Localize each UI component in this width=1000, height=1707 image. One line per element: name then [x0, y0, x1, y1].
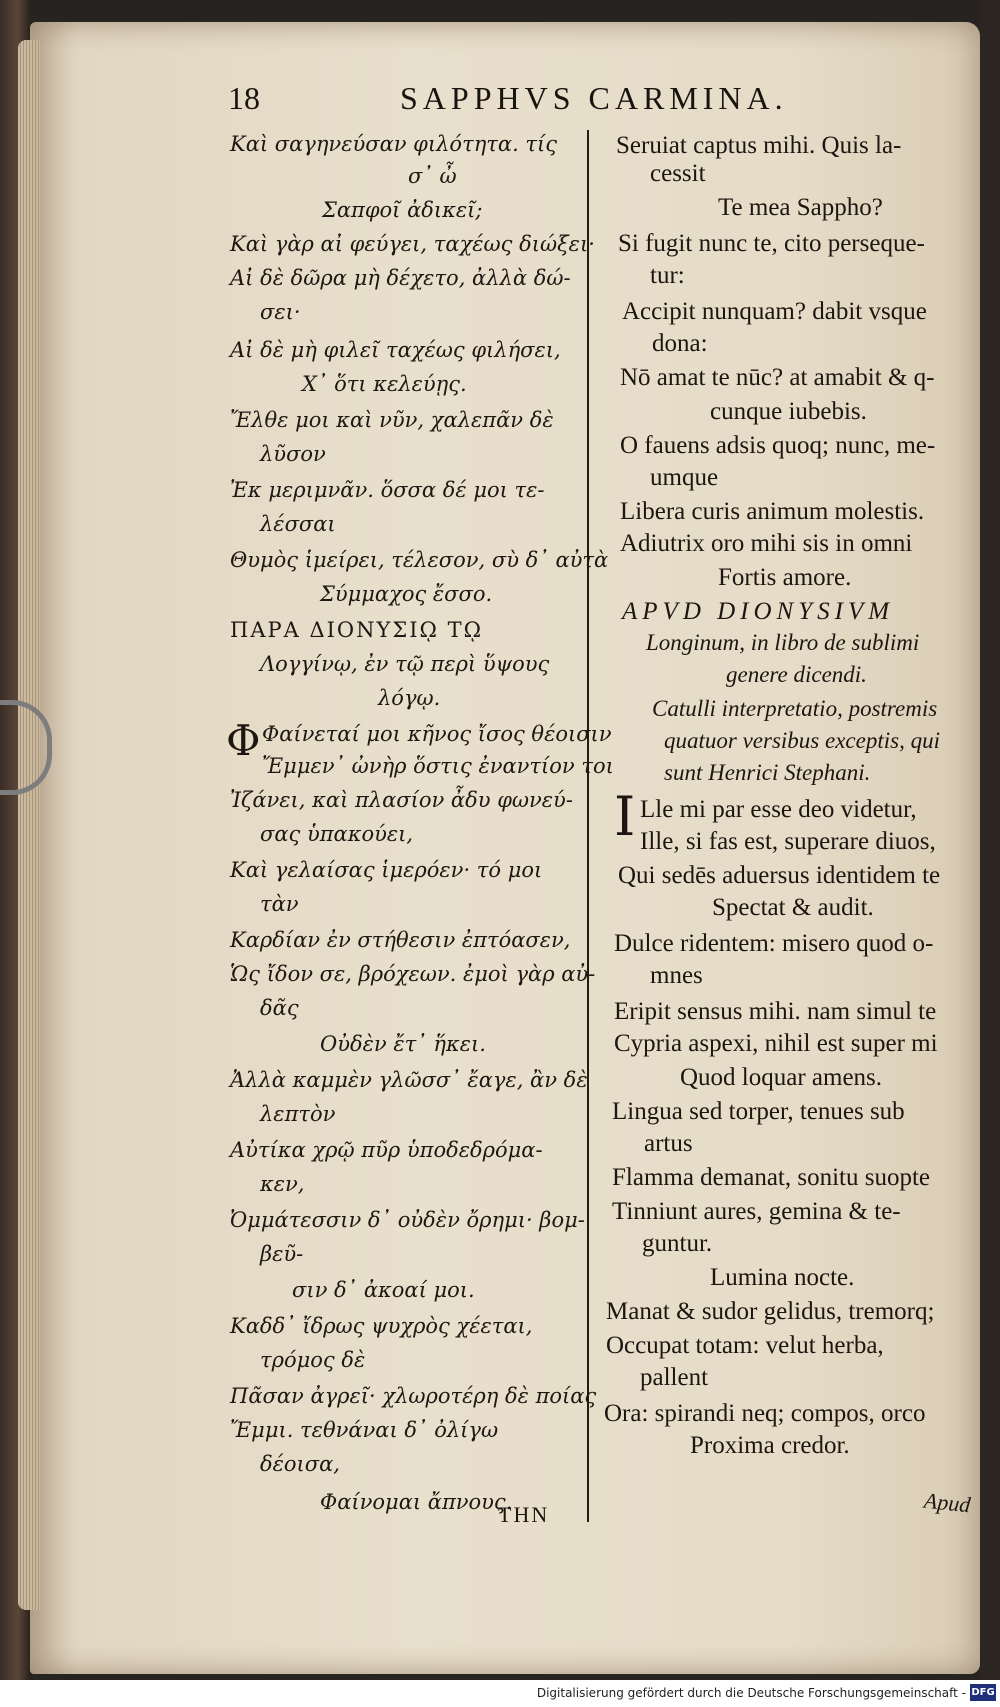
- latin-line: Libera curis animum molestis.: [620, 498, 925, 525]
- greek-line: κεν,: [260, 1172, 305, 1196]
- latin-line: Catulli interpretatio, postremis: [652, 696, 938, 721]
- greek-line: Ἀλλὰ καμμὲν γλῶσσ᾽ ἔαγε, ἂν δὲ: [230, 1068, 588, 1092]
- latin-line: Ille, si fas est, superare diuos,: [640, 828, 936, 855]
- latin-section-heading: APVD DIONYSIVM: [622, 598, 895, 625]
- greek-line: Ὀμμάτεσσιν δ᾽ οὐδὲν ὄρημι· βομ-: [230, 1208, 585, 1232]
- greek-line: Καρδίαν ἐν στήθεσιν ἐπτόασεν,: [230, 928, 571, 952]
- latin-line: cunque iubebis.: [710, 398, 867, 425]
- greek-line: Λογγίνῳ, ἐν τῷ περὶ ὕψους: [260, 652, 550, 676]
- greek-line: Ἔμμεν᾽ ὠνὴρ ὅστις ἐναντίον τοι: [262, 754, 614, 778]
- latin-line: Adiutrix oro mihi sis in omni: [620, 530, 913, 557]
- greek-line: λέσσαι: [260, 512, 336, 536]
- latin-line: Cypria aspexi, nihil est super mi: [614, 1030, 938, 1057]
- latin-line: Qui sedēs aduersus identidem te: [618, 862, 941, 889]
- column-divider: [587, 130, 589, 1522]
- latin-line: Te mea Sappho?: [718, 194, 883, 221]
- latin-line: cessit: [650, 160, 706, 187]
- greek-line: σει·: [260, 300, 301, 324]
- latin-line: Spectat & audit.: [712, 894, 874, 921]
- greek-line: Χ᾽ ὅτι κελεύῃς.: [302, 372, 467, 396]
- latin-line: sunt Henrici Stephani.: [664, 760, 871, 785]
- greek-line: Αὐτίκα χρῷ πῦρ ὑποδεδρόμα-: [230, 1138, 543, 1162]
- running-title: SAPPHVS CARMINA.: [400, 80, 788, 116]
- greek-section-heading: ΠΑΡΑ ΔΙΟΝΥΣΙῼ Τῼ: [230, 618, 484, 642]
- latin-line: Nō amat te nūc? at amabit & q-: [620, 364, 935, 391]
- greek-line: Σύμμαχος ἔσσο.: [320, 582, 493, 606]
- latin-line: Dulce ridentem: misero quod o-: [614, 930, 934, 957]
- latin-line: Lingua sed torper, tenues sub: [612, 1098, 905, 1125]
- latin-line: artus: [644, 1130, 693, 1157]
- greek-dropcap: Φ: [226, 716, 261, 765]
- greek-line: Καδδ᾽ ἴδρως ψυχρὸς χέεται,: [230, 1314, 533, 1338]
- latin-line: Proxima credor.: [690, 1432, 850, 1459]
- latin-line: pallent: [640, 1364, 709, 1391]
- greek-line: Καὶ γελαίσας ἱμερόεν· τό μοι: [230, 858, 543, 882]
- greek-line: Ὡς ἴδον σε, βρόχεων. ἐμοὶ γὰρ αὐ-: [230, 962, 596, 986]
- latin-line: quatuor versibus exceptis, qui: [664, 728, 940, 753]
- facing-page-edge: [980, 0, 1000, 1680]
- greek-line: τὰν: [260, 892, 299, 916]
- latin-line: Accipit nunquam? dabit vsque: [622, 298, 927, 325]
- greek-line: βεῦ-: [260, 1242, 304, 1266]
- footer-bar: [0, 1680, 1000, 1707]
- latin-line: Ora: spirandi neq; compos, orco: [604, 1400, 926, 1427]
- greek-line: σιν δ᾽ ἀκοαί μοι.: [292, 1278, 475, 1302]
- digitization-credit: Digitalisierung gefördert durch die Deutsche Forschungsgemeinschaft -: [536, 1686, 966, 1700]
- dfg-logo: DFG: [970, 1684, 996, 1701]
- page-number: 18: [228, 80, 260, 116]
- greek-line: Ἰζάνει, καὶ πλασίον ἆδυ φωνεύ-: [230, 788, 573, 812]
- greek-line: Καὶ σαγηνεύσαν φιλότητα. τίς: [230, 132, 558, 156]
- latin-line: O fauens adsis quoq; nunc, me-: [620, 432, 936, 459]
- greek-line: σας ὑπακούει,: [260, 822, 414, 846]
- greek-line: Φαίνομαι ἄπνους.: [320, 1490, 513, 1514]
- greek-line: τρόμος δὲ: [260, 1348, 366, 1372]
- greek-line: Ἐκ μεριμνᾶν. ὅσσα δέ μοι τε-: [230, 478, 545, 502]
- greek-line: σ᾽ ὦ: [408, 164, 457, 188]
- greek-line: Ἔμμι. τεθνάναι δ᾽ ὀλίγω: [230, 1418, 499, 1442]
- greek-line: Καὶ γὰρ αἰ φεύγει, ταχέως διώξει·: [230, 232, 595, 256]
- latin-dropcap: I: [614, 785, 636, 848]
- latin-line: Fortis amore.: [718, 564, 852, 591]
- catchword-right: Apud: [922, 1487, 972, 1518]
- latin-line: Lle mi par esse deo videtur,: [640, 796, 917, 823]
- latin-line: Longinum, in libro de sublimi: [646, 630, 920, 655]
- latin-line: Lumina nocte.: [710, 1264, 855, 1291]
- latin-line: Si fugit nunc te, cito perseque-: [618, 230, 925, 257]
- latin-line: tur:: [650, 262, 685, 289]
- latin-line: guntur.: [642, 1230, 713, 1257]
- greek-line: Θυμὸς ἱμείρει, τέλεσον, σὺ δ᾽ αὐτὰ: [230, 548, 609, 572]
- latin-line: Eripit sensus mihi. nam simul te: [614, 998, 937, 1025]
- greek-line: Αἰ δὲ δῶρα μὴ δέχετο, ἀλλὰ δώ-: [230, 266, 571, 290]
- latin-line: Flamma demanat, sonitu suopte: [612, 1164, 931, 1191]
- greek-line: Πᾶσαν ἀγρεῖ· χλωροτέρη δὲ ποίας: [230, 1384, 597, 1408]
- greek-line: λῦσον: [260, 442, 326, 466]
- latin-line: mnes: [650, 962, 703, 989]
- latin-line: Manat & sudor gelidus, tremorq;: [606, 1298, 935, 1325]
- catchword: THN: [498, 1502, 550, 1527]
- latin-line: Tinniunt aures, gemina & te-: [612, 1198, 901, 1225]
- latin-line: Quod loquar amens.: [680, 1064, 883, 1091]
- greek-line: λόγῳ.: [378, 686, 441, 710]
- greek-line: δᾶς: [260, 996, 299, 1020]
- page-stack-edge: [18, 40, 40, 1610]
- greek-line: Ἔλθε μοι καὶ νῦν, χαλεπᾶν δὲ: [230, 408, 554, 432]
- greek-line: Σαπφοῖ ἀδικεῖ;: [322, 198, 483, 222]
- latin-line: Occupat totam: velut herba,: [606, 1332, 884, 1359]
- latin-line: genere dicendi.: [726, 662, 867, 687]
- latin-line: Seruiat captus mihi. Quis la-: [616, 132, 902, 159]
- greek-line: λεπτὸν: [260, 1102, 336, 1126]
- latin-line: umque: [650, 464, 719, 491]
- greek-line: Οὐδὲν ἔτ᾽ ἥκει.: [320, 1032, 486, 1056]
- greek-line: δέοισα,: [260, 1452, 340, 1476]
- greek-line: Φαίνεταί μοι κῆνος ἴσος θέοισιν: [262, 722, 612, 746]
- latin-line: dona:: [652, 330, 708, 357]
- greek-line: Αἰ δὲ μὴ φιλεῖ ταχέως φιλήσει,: [230, 338, 561, 362]
